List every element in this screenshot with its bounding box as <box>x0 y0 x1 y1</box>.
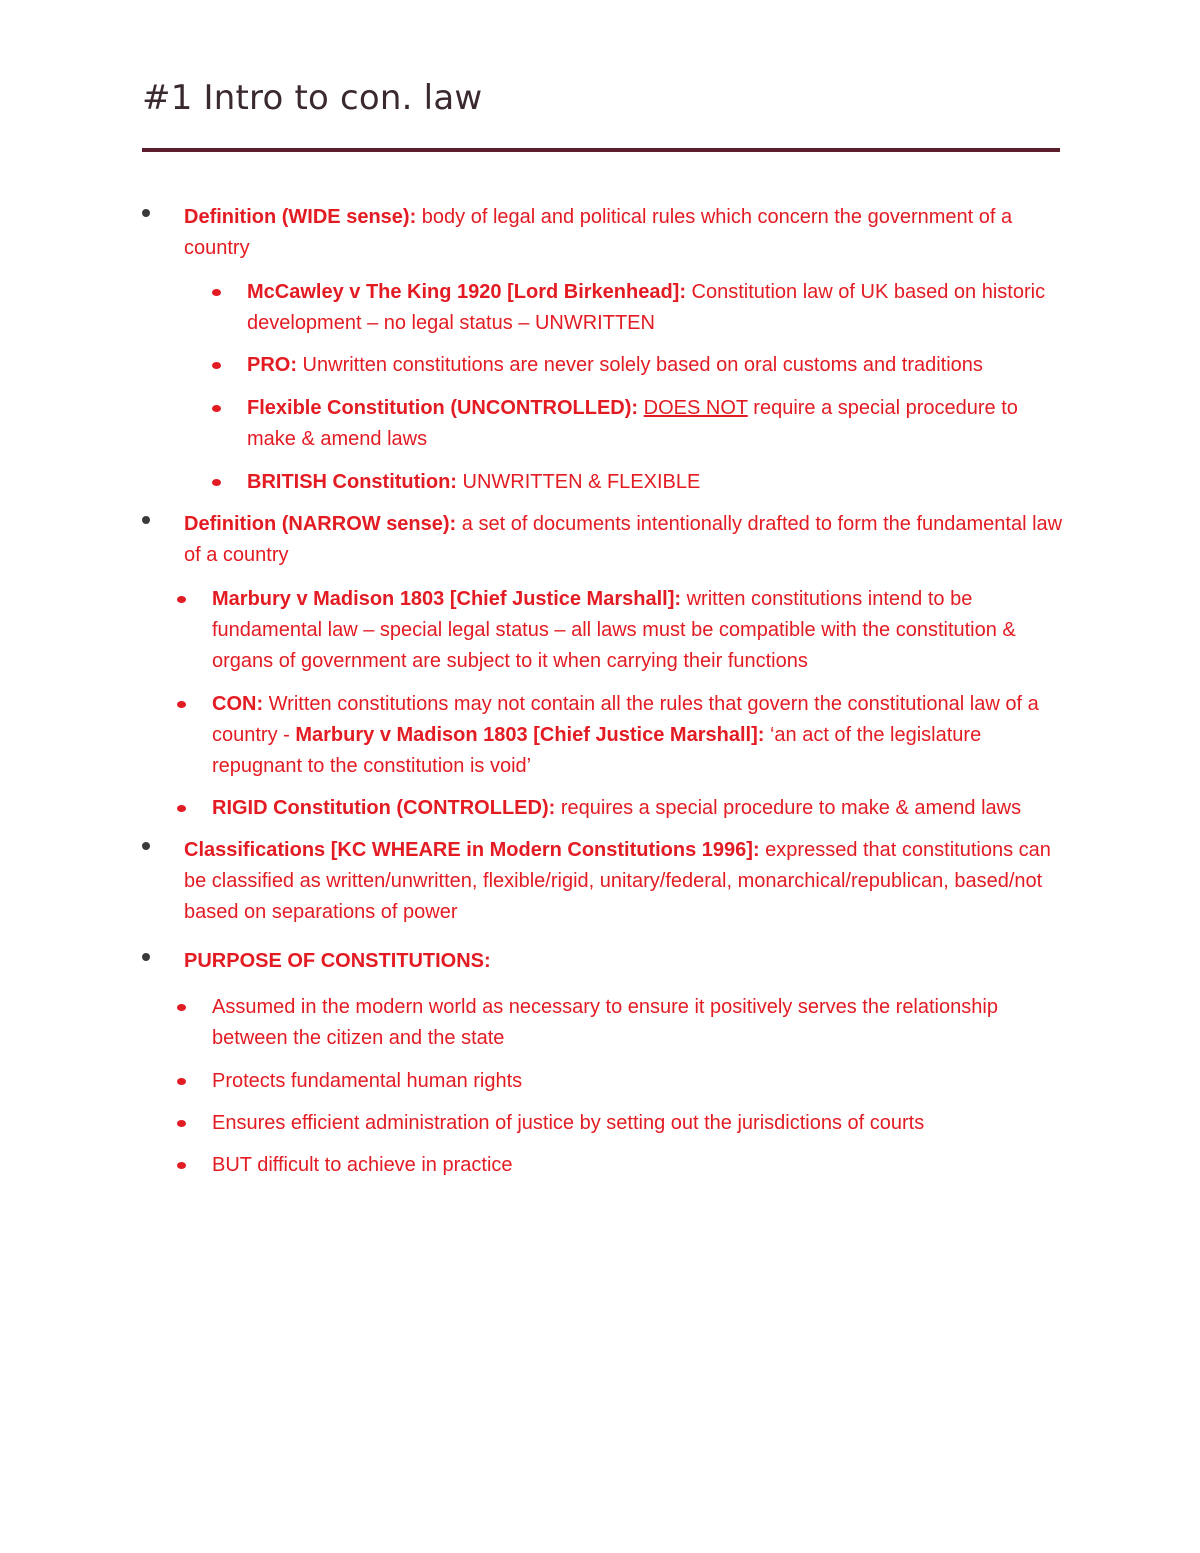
list-item-classifications <box>184 835 1064 928</box>
item-text: written constitutions intend to be fundamental law – special legal status – all laws must be compatible with the constitution & organs of government are subject to it when carrying their functions <box>212 588 1016 672</box>
list-item-pro <box>247 350 1062 381</box>
item-label: Flexible Constitution (UNCONTROLLED): <box>247 397 639 419</box>
bullet-icon <box>177 1120 186 1127</box>
item-text: body of legal and political rules which concern the government of a country <box>184 206 1013 259</box>
item-text: a set of documents intentionally drafted to form the fundamental law of a country <box>184 513 1063 566</box>
item-text-quote: ‘an act of the legislature repugnant to the constitution is void’ <box>212 724 982 777</box>
item-label: Classifications [KC WHEARE in Modern Constitutions 1996]: <box>184 839 760 861</box>
item-text: require a special procedure to make & amend laws <box>247 397 1018 450</box>
bullet-icon <box>177 596 186 603</box>
bullet-icon <box>142 516 150 524</box>
item-label: Definition (NARROW sense): <box>184 513 457 535</box>
bullet-icon <box>177 1078 186 1085</box>
list-item-def-narrow <box>184 509 1064 571</box>
list-item-mccawley <box>247 277 1062 339</box>
bullet-icon <box>212 289 221 296</box>
list-item-rigid <box>212 793 1062 824</box>
item-text: requires a special procedure to make & amend laws <box>555 797 1022 819</box>
list-item-protects <box>212 1066 1062 1097</box>
item-label: RIGID Constitution (CONTROLLED): <box>212 797 556 819</box>
list-item-marbury <box>212 584 1062 677</box>
bullet-icon <box>142 209 150 217</box>
item-label: PRO: <box>247 354 297 376</box>
item-label: PURPOSE OF CONSTITUTIONS: <box>184 950 491 972</box>
item-label: BRITISH Constitution: <box>247 471 457 493</box>
item-text: Constitution law of UK based on historic development – no legal status – UNWRITTEN <box>247 281 1046 334</box>
page-title: #1 Intro to con. law <box>142 78 483 118</box>
item-text: expressed that constitutions can be classified as written/unwritten, flexible/rigid, unitary/federal, monarchical/republican, based/not based on separations of power <box>184 839 1051 923</box>
title-divider <box>142 148 1060 152</box>
item-text: UNWRITTEN & FLEXIBLE <box>456 471 701 493</box>
item-text: Ensures efficient administration of justice by setting out the jurisdictions of courts <box>212 1112 925 1134</box>
list-item-british <box>247 467 1062 498</box>
bullet-icon <box>177 1004 186 1011</box>
list-item-def-wide <box>184 202 1064 264</box>
item-text: Protects fundamental human rights <box>212 1070 523 1092</box>
item-label: Marbury v Madison 1803 [Chief Justice Marshall]: <box>212 588 682 610</box>
bullet-icon <box>177 805 186 812</box>
bullet-icon <box>212 479 221 486</box>
bullet-icon <box>177 701 186 708</box>
item-label-case: Marbury v Madison 1803 [Chief Justice Marshall]: <box>295 724 765 746</box>
item-text: Assumed in the modern world as necessary to ensure it positively serves the relationship between the citizen and the state <box>212 996 998 1049</box>
item-text: Unwritten constitutions are never solely based on oral customs and traditions <box>297 354 983 376</box>
list-item-ensures <box>212 1108 1062 1139</box>
list-item-but <box>212 1150 1062 1181</box>
bullet-icon <box>142 953 150 961</box>
bullet-icon <box>177 1162 186 1169</box>
bullet-icon <box>212 405 221 412</box>
item-text: Written constitutions may not contain all the rules that govern the constitutional law of a country - <box>212 693 1039 746</box>
list-item-assumed <box>212 992 1062 1054</box>
item-label: Definition (WIDE sense): <box>184 206 417 228</box>
bullet-icon <box>212 362 221 369</box>
item-label: McCawley v The King 1920 [Lord Birkenhead]: <box>247 281 686 303</box>
list-item-purpose <box>184 946 1064 977</box>
item-label: CON: <box>212 693 264 715</box>
list-item-con <box>212 689 1062 782</box>
bullet-icon <box>142 842 150 850</box>
underlined-text: DOES NOT <box>643 397 748 419</box>
item-text: BUT difficult to achieve in practice <box>212 1154 513 1176</box>
list-item-flexible <box>247 393 1062 455</box>
